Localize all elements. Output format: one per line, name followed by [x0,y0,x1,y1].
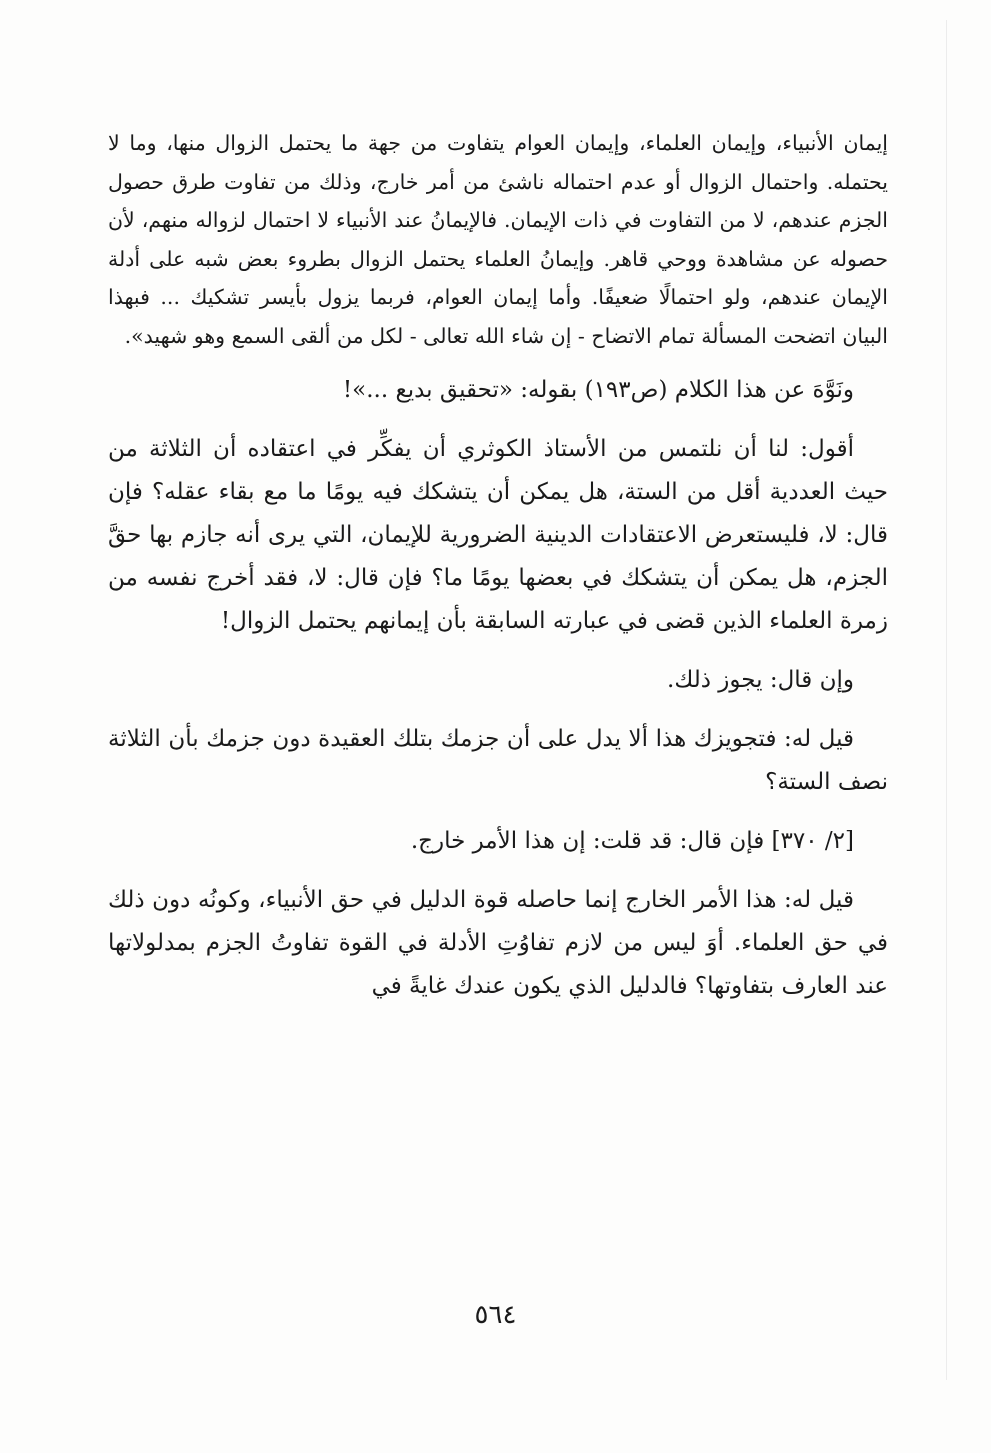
paragraph-reply: قيل له: فتجويزك هذا ألا يدل على أن جزمك بتلك العقيدة دون جزمك بأن الثلاثة نصف الستة؟ [108,726,888,795]
paragraph-objection-2: [٢/ ٣٧٠] فإن قال: قد قلت: إن هذا الأمر خارج. [410,828,854,854]
body-text [108,124,888,1024]
quoted-paragraph: إيمان الأنبياء، وإيمان العلماء، وإيمان العوام يتفاوت من جهة ما يحتمل الزوال منها، وما لا يحتمله. واحتمال الزوال أو عدم احتماله ناشئ من أمر خارج، وذلك من تفاوت طرق حصول الجزم عندهم، لا من التفاوت في ذات الإيمان. فالإيمانُ عند الأنبياء لا احتمال لزواله منهم، لأن حصوله عن مشاهدة ووحي قاهر. وإيمانُ العلماء يحتمل الزوال بطروء بعض شبه على أدلة الإيمان عندهم، ولو احتمالًا ضعيفًا. وأما إيمان العوام، فربما يزول بأيسر تشكيك ... فبهذا البيان اتضحت المسألة تمام الاتضاح - إن شاء الله تعالى - لكل من ألقى السمع وهو شهيد». [108,131,888,348]
paragraph-response: أقول: لنا أن نلتمس من الأستاذ الكوثري أن يفكِّر في اعتقاده أن الثلاثة من حيث العددية أقل من الستة، هل يمكن أن يتشكك فيه يومًا ما مع بقاء عقله؟ فإن قال: لا، فليستعرض الاعتقادات الدينية الضرورية للإيمان، التي يرى أنه جازم بها حقَّ الجزم، هل يمكن أن يتشكك في بعضها يومًا ما؟ فإن قال: لا، فقد أخرج نفسه من زمرة العلماء الذين قضى في عبارته السابقة بأن إيمانهم يحتمل الزوال! [108,436,888,634]
paragraph-reply-2: قيل له: هذا الأمر الخارج إنما حاصله قوة الدليل في حق الأنبياء، وكونُه دون ذلك في حق العلماء. أوَ ليس من لازم تفاوُتِ الأدلة في القوة تفاوتُ الجزم بمدلولاتها عند العارف بتفاوتها؟ فالدليل الذي يكون عندك غايةً في [108,887,888,999]
paragraph-objection: وإن قال: يجوز ذلك. [667,667,854,693]
paragraph-commendation: ونَوَّهَ عن هذا الكلام (ص١٩٣) بقوله: «تحقيق بديع ...»! [342,377,854,403]
page-number: ٥٦٤ [474,1300,517,1330]
page-edge-shadow [946,20,947,1380]
